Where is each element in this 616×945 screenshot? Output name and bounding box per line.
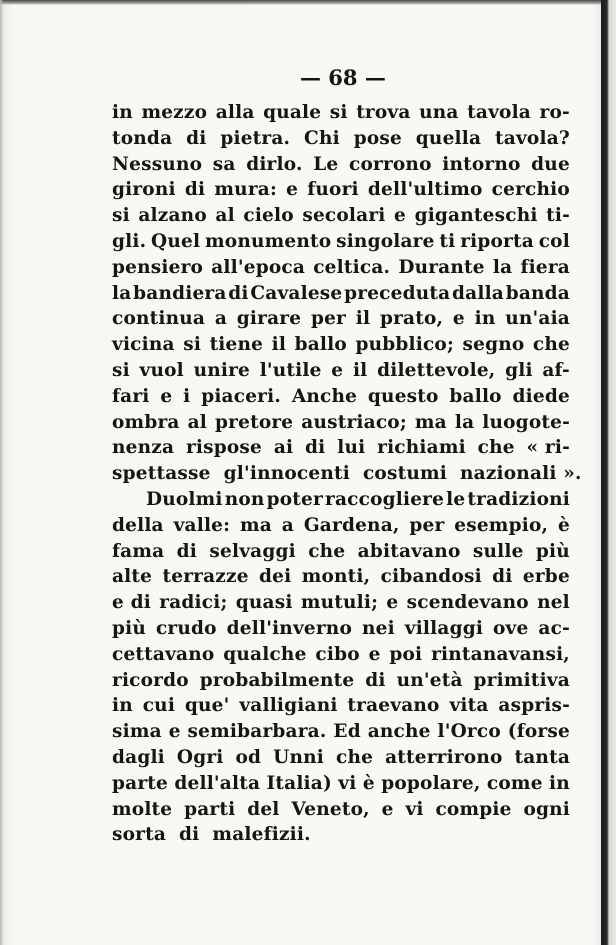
word: dirlo. (246, 153, 303, 175)
word: banda (505, 282, 570, 304)
word: si (329, 102, 348, 123)
word: crudo (155, 617, 217, 639)
word: atterrirono (385, 746, 503, 768)
word: qualche (223, 643, 307, 665)
text-line (112, 487, 570, 513)
word: il (352, 359, 368, 381)
word: spettasse (112, 463, 211, 485)
word: a (281, 514, 294, 536)
word: in (112, 102, 133, 123)
word: due (531, 153, 570, 175)
word: fuori (307, 179, 359, 201)
word: ogni (523, 798, 570, 820)
word: austriaco; (301, 411, 407, 433)
word: ma (414, 411, 447, 433)
text-line (112, 152, 570, 178)
word: valligiani (239, 695, 338, 717)
word: molte (112, 798, 173, 820)
word: di (184, 179, 206, 201)
text-line (112, 642, 570, 668)
word: pubblico; (355, 334, 454, 356)
word: tanta (514, 746, 570, 768)
text-line (112, 616, 570, 642)
word: cielo (243, 205, 294, 227)
word: valle: (173, 514, 231, 536)
word: Nessuno (112, 153, 203, 175)
word: fama (112, 540, 165, 562)
word: singolare (336, 230, 435, 252)
word: i (183, 385, 191, 407)
word: scendevano (406, 592, 529, 614)
word: diede (512, 385, 570, 407)
word: dell'alta (174, 772, 261, 794)
word: col (538, 230, 570, 252)
word: e (452, 308, 465, 330)
word: nel (537, 592, 570, 614)
word: vuol (139, 359, 184, 381)
word: costumi (362, 463, 447, 485)
word: al (187, 411, 208, 433)
word: « ri- (526, 437, 570, 459)
word: ac- (538, 617, 570, 639)
text-line (112, 539, 570, 565)
word: vi (338, 772, 357, 794)
word: di (186, 127, 207, 149)
word: sorta (112, 824, 167, 846)
word: e di (112, 592, 151, 614)
word: cibo (315, 643, 360, 665)
word: dagli (112, 746, 165, 768)
word: vi (405, 798, 424, 820)
word: richiami (377, 437, 466, 459)
text-line (112, 513, 570, 539)
page-top-edge (0, 0, 616, 5)
word: mutuli; (300, 592, 379, 614)
word: più (112, 617, 147, 639)
word: trova (356, 102, 411, 123)
word: la (492, 256, 513, 278)
word: poi (389, 643, 423, 665)
word: che (336, 746, 374, 768)
word: nei (361, 617, 395, 639)
word: tavola (467, 102, 531, 123)
word: segno (462, 334, 525, 356)
word: sulle (472, 540, 524, 562)
word: un'età (396, 669, 463, 691)
word: dei (259, 566, 292, 588)
word: rispose (185, 437, 263, 459)
word: di (492, 566, 513, 588)
word: luogote- (482, 411, 570, 433)
word: Ed (333, 721, 361, 743)
word: e (168, 721, 181, 743)
word: esempio, (454, 514, 549, 536)
text-line (112, 332, 570, 358)
word: radici; (159, 592, 228, 614)
word: semibarbara. (187, 721, 327, 743)
word: ove (493, 617, 529, 639)
word: ricordo (112, 669, 189, 691)
text-line (112, 410, 570, 436)
word: che (308, 540, 346, 562)
word: di (228, 282, 249, 304)
word: selvaggi (209, 540, 296, 562)
word: le (446, 488, 466, 510)
word: al (215, 205, 235, 227)
word: popolare, (381, 772, 481, 794)
word: raccogliere (325, 488, 445, 510)
word: e (160, 385, 173, 407)
word: più (535, 540, 570, 562)
word: del (247, 798, 280, 820)
word: Durante (398, 256, 485, 278)
text-line (112, 693, 570, 719)
word: celtica. (313, 256, 391, 278)
word: è (557, 514, 570, 536)
word: e (381, 798, 394, 820)
page-binding-edge (601, 0, 616, 945)
word: tiene (209, 334, 264, 356)
word: parti (184, 798, 236, 820)
text-line (112, 771, 570, 797)
word: monti, (301, 566, 371, 588)
text-line (112, 384, 570, 410)
word: monumento (205, 230, 332, 252)
word: cui (142, 695, 176, 717)
text-line (112, 822, 570, 848)
word: in (549, 772, 570, 794)
word: in (112, 695, 133, 717)
word: abitavano (357, 540, 461, 562)
word: si (112, 359, 130, 381)
text-line (112, 229, 570, 255)
word: ro- (539, 102, 570, 123)
word: cerchio (491, 179, 570, 201)
word: Gardena, (303, 514, 400, 536)
word: poter (266, 488, 323, 510)
word: e (286, 179, 299, 201)
word: e (386, 592, 399, 614)
word: nazionali ». (460, 463, 582, 485)
word: Veneto, (291, 798, 370, 820)
word: che (532, 334, 570, 356)
word: quale (263, 102, 322, 123)
word: nenza (112, 437, 175, 459)
word: ma (240, 514, 272, 536)
word: l'utile (259, 359, 322, 381)
text-line (112, 797, 570, 823)
word: il (271, 334, 287, 356)
text-line (112, 306, 570, 332)
word: all'epoca (211, 256, 306, 278)
word: girare (236, 308, 302, 330)
text-line (112, 126, 570, 152)
word: ombra (112, 411, 180, 433)
word: gironi (112, 179, 176, 201)
word: pose (353, 127, 402, 149)
text-line (112, 719, 570, 745)
word: primitiva (473, 669, 570, 691)
word: preceduta (344, 282, 451, 304)
word: questo (367, 385, 439, 407)
word: pensiero (112, 256, 204, 278)
word: e (331, 359, 344, 381)
word: dell'inverno (226, 617, 353, 639)
word: villaggi (404, 617, 484, 639)
word: Cavalese (250, 282, 343, 304)
word: per (409, 514, 445, 536)
word: bandiera (133, 282, 227, 304)
word: ballo (449, 385, 502, 407)
word: vicina (112, 334, 175, 356)
word: Italia) (266, 772, 332, 794)
word: di (179, 824, 200, 846)
word: malefizii. (212, 824, 311, 846)
word: quasi (235, 592, 293, 614)
text-line (112, 745, 570, 771)
word: a (214, 308, 228, 330)
word: gli (505, 359, 533, 381)
word: piaceri. (201, 385, 281, 407)
word: non (224, 488, 265, 510)
word: ti (439, 230, 456, 252)
word: que' (184, 695, 230, 717)
text-line (112, 100, 570, 126)
word: ai (273, 437, 294, 459)
body-text (112, 100, 582, 848)
text-line (112, 461, 582, 487)
word: od (235, 746, 262, 768)
word: quella (415, 127, 482, 149)
word: Chi (304, 127, 340, 149)
word: af- (542, 359, 570, 381)
word: erbe (522, 566, 570, 588)
word: è (362, 772, 375, 794)
word: dell'ultimo (367, 179, 483, 201)
text-line (112, 668, 570, 694)
word: Duolmi (146, 488, 223, 510)
word: riporta (460, 230, 534, 252)
word: un'aia (505, 308, 570, 330)
word: secolari (302, 205, 386, 227)
word: terrazze (162, 566, 249, 588)
text-line (112, 203, 570, 229)
word: di (305, 437, 326, 459)
word: e (394, 205, 407, 227)
word: in (474, 308, 496, 330)
word: gli. (112, 230, 147, 252)
word: Quel (151, 230, 201, 252)
word: di (176, 540, 198, 562)
text-line (112, 590, 570, 616)
word: la (112, 282, 132, 304)
word: cibandosi (380, 566, 482, 588)
word: Unni (273, 746, 325, 768)
word: aspris- (498, 695, 570, 717)
word: si (112, 205, 130, 227)
word: mezzo (141, 102, 208, 123)
word: compie (435, 798, 512, 820)
word: che (477, 437, 515, 459)
word: continua (112, 308, 206, 330)
word: mura: (214, 179, 277, 201)
text-line (112, 177, 570, 203)
word: della (112, 514, 164, 536)
word: unire (193, 359, 251, 381)
word: pretore (215, 411, 294, 433)
word: probabilmente (199, 669, 355, 691)
word: alte (112, 566, 153, 588)
word: dalla (452, 282, 504, 304)
word: fari (112, 385, 150, 407)
word: per (310, 308, 346, 330)
word: ballo (294, 334, 347, 356)
text-line (112, 281, 570, 307)
text-line (112, 358, 570, 384)
word: una (419, 102, 459, 123)
word: e (368, 643, 381, 665)
word: rintanavansi, (431, 643, 570, 665)
word: lui (337, 437, 366, 459)
word: parte (112, 772, 168, 794)
text-line (112, 564, 570, 590)
word: come (486, 772, 543, 794)
word: fiera (520, 256, 570, 278)
page-number: — 68 — (300, 65, 386, 90)
word: Anche (291, 385, 358, 407)
word: l'Orco (437, 721, 501, 743)
word: dilettevole, (377, 359, 496, 381)
word: ti- (546, 205, 570, 227)
word: anche (367, 721, 431, 743)
page-left-edge (0, 0, 4, 945)
word: giganteschi (414, 205, 538, 227)
word: Le (313, 153, 339, 175)
word: la (454, 411, 475, 433)
word: tradizioni (467, 488, 570, 510)
word: pietra. (220, 127, 291, 149)
word: sima (112, 721, 162, 743)
word: prato, (379, 308, 444, 330)
word: vita (449, 695, 489, 717)
word: corrono (349, 153, 432, 175)
text-line (112, 435, 570, 461)
word: tonda (112, 127, 173, 149)
word: traevano (347, 695, 440, 717)
word: sa (212, 153, 236, 175)
word: il (355, 308, 371, 330)
text-line (112, 255, 570, 281)
word: gl'innocenti (223, 463, 350, 485)
word: di (365, 669, 386, 691)
word: cettavano (112, 643, 215, 665)
word: si (183, 334, 202, 356)
word: intorno (442, 153, 521, 175)
word: alzano (138, 205, 207, 227)
word: Ogri (176, 746, 224, 768)
word: (forse (507, 721, 570, 743)
word: alla (215, 102, 255, 123)
word: tavola? (495, 127, 570, 149)
